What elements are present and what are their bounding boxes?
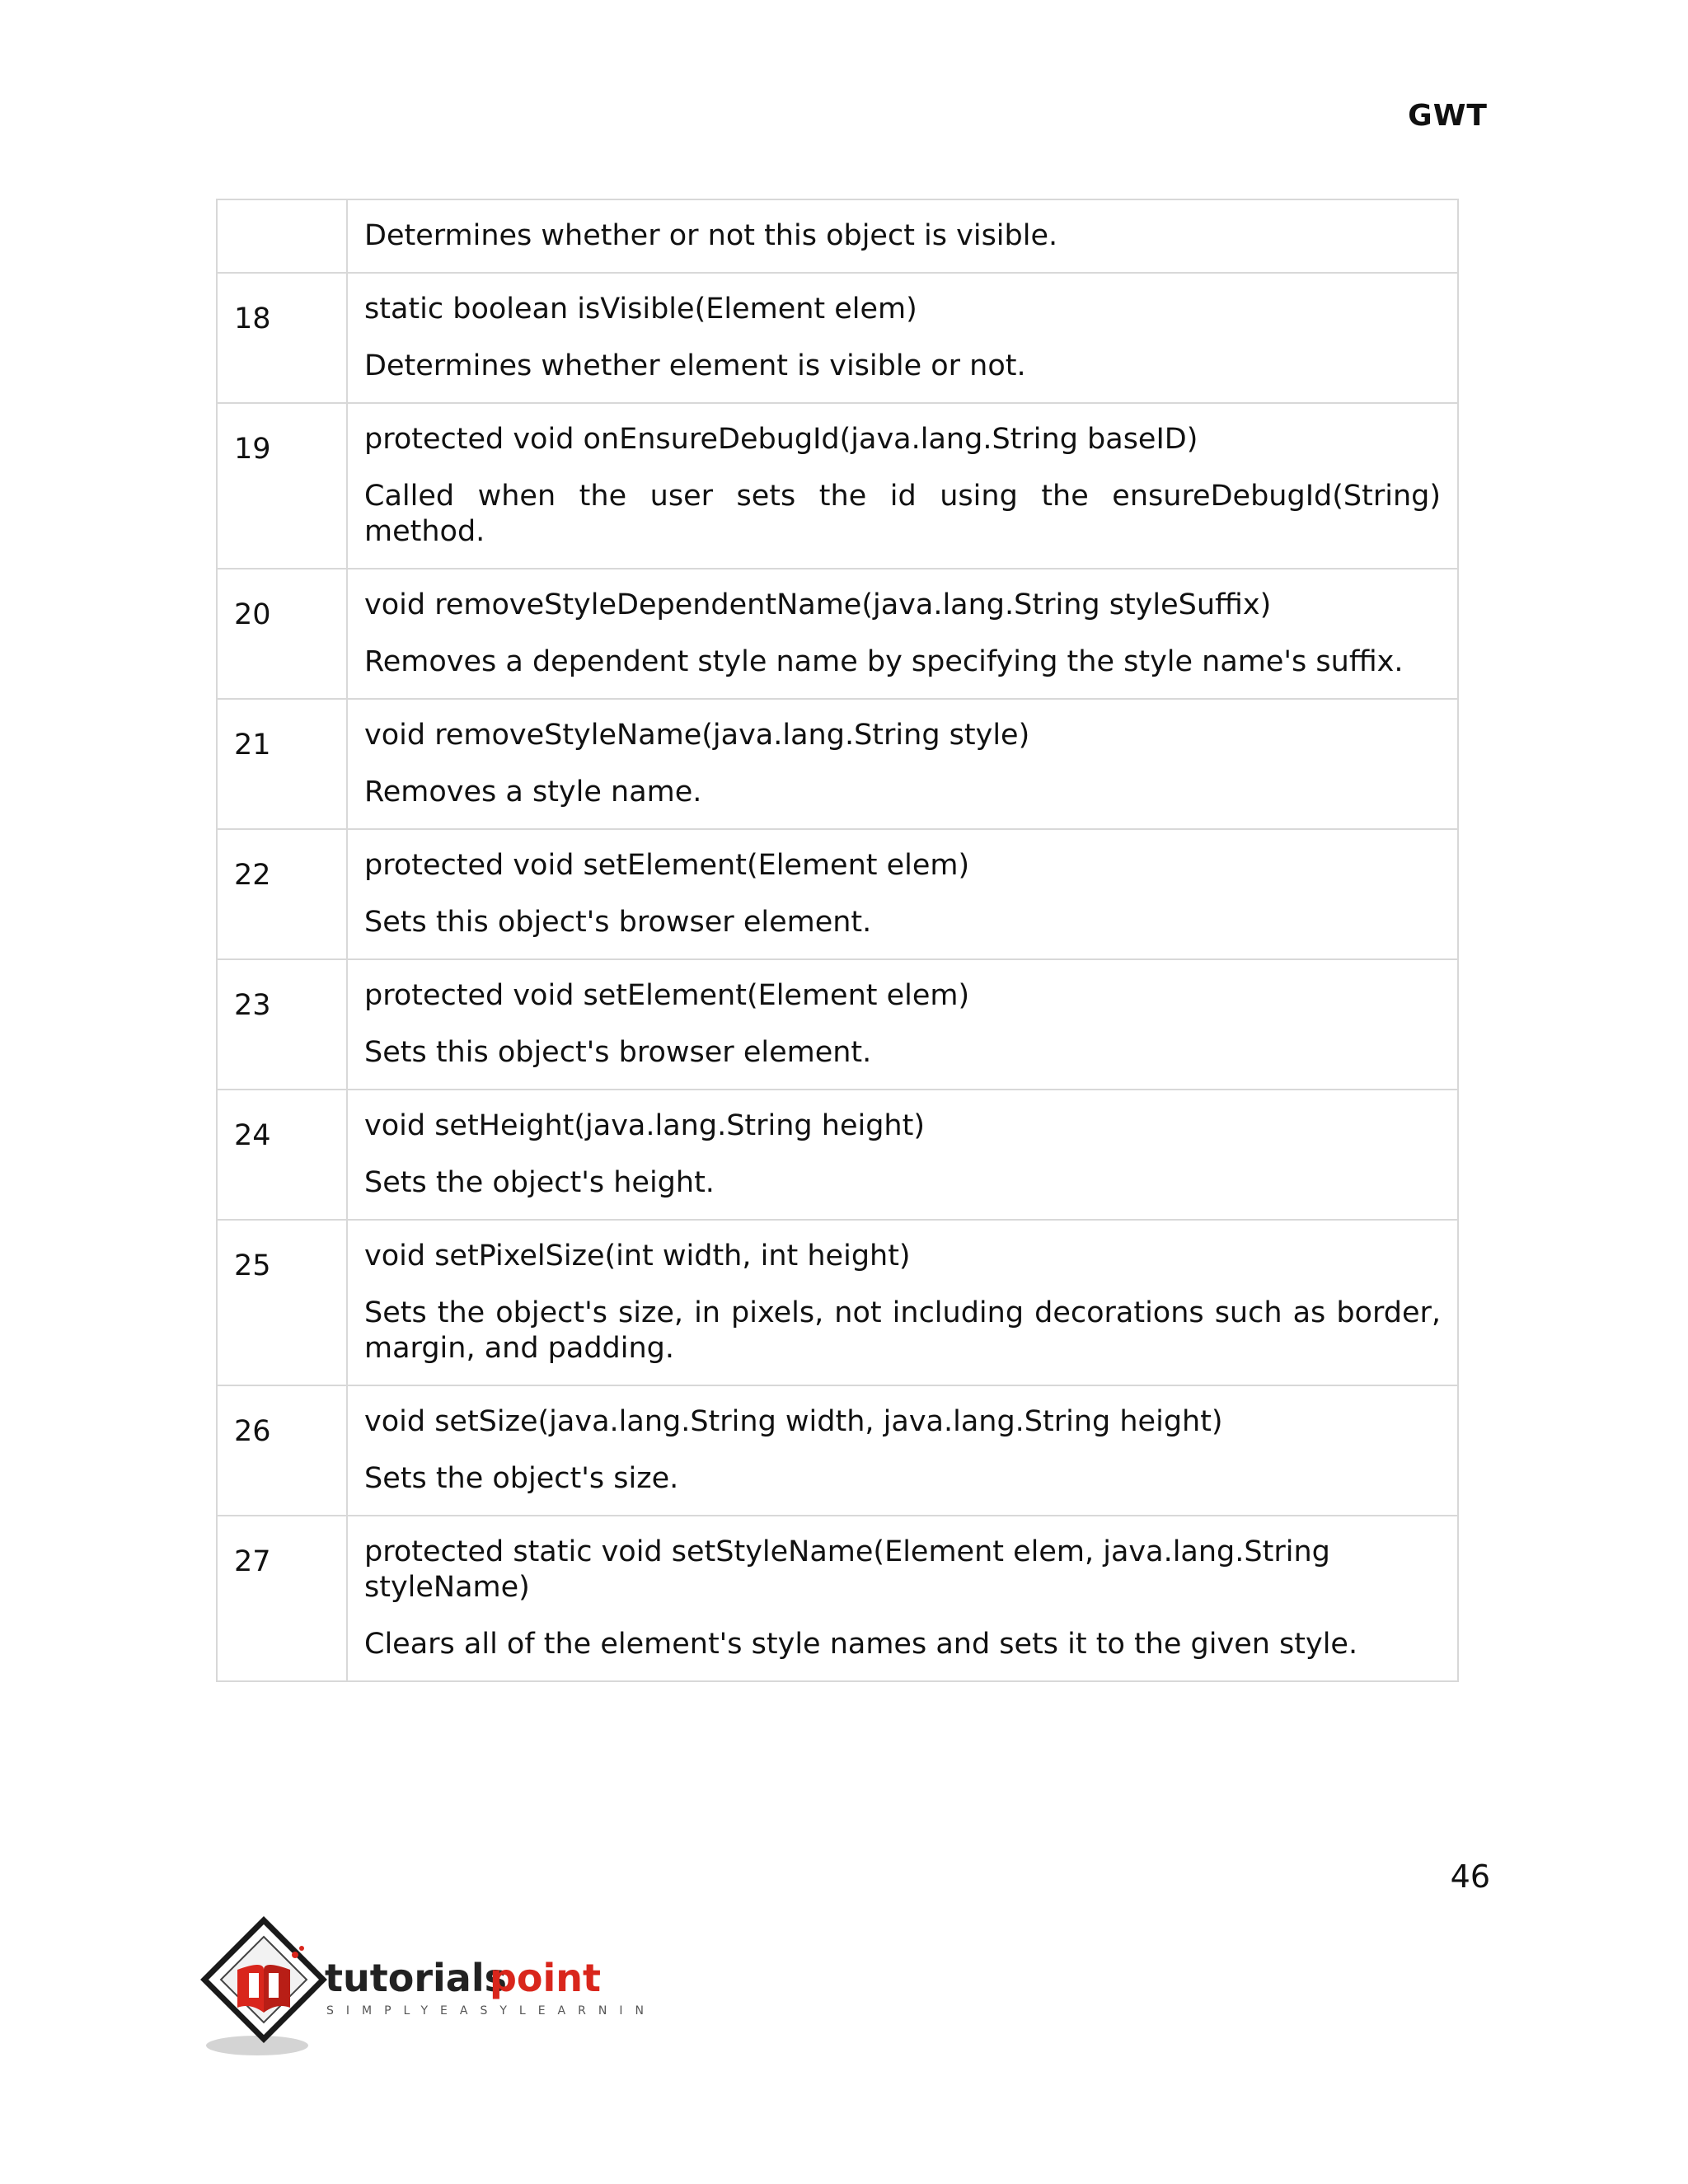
method-cell — [347, 959, 1458, 1090]
method-cell — [347, 1220, 1458, 1385]
logo-text-tutorials: tutorials — [325, 1956, 507, 2000]
table-row — [217, 959, 1458, 1090]
method-cell — [347, 273, 1458, 403]
table-row — [217, 403, 1458, 569]
method-description: Sets this object's browser element. — [364, 906, 872, 939]
row-number: 26 — [217, 1385, 347, 1516]
method-signature: protected void setElement(Element elem) — [364, 979, 970, 1012]
method-description: Sets the object's height. — [364, 1166, 715, 1199]
table-row — [217, 1516, 1458, 1681]
methods-table — [216, 199, 1459, 1682]
method-description: Sets the object's size. — [364, 1462, 679, 1495]
method-signature: void removeStyleDependentName(java.lang.String styleSuffix) — [364, 588, 1272, 621]
method-description: Removes a style name. — [364, 776, 702, 808]
logo-text-point: point — [490, 1956, 602, 2000]
logo-tagline: SIMPLYEASYLEARNING — [326, 2004, 653, 2018]
method-signature: static boolean isVisible(Element elem) — [364, 293, 917, 326]
table-row — [217, 273, 1458, 403]
table-row — [217, 199, 1458, 273]
method-cell — [347, 403, 1458, 569]
table-row — [217, 1090, 1458, 1220]
method-cell — [347, 1090, 1458, 1220]
method-description: Sets the object's size, in pixels, not including decorations such as border, margin, and padding. — [364, 1296, 1441, 1365]
row-number: 24 — [217, 1090, 347, 1220]
method-description: Determines whether or not this object is visible. — [364, 219, 1058, 252]
table-row — [217, 1220, 1458, 1385]
method-signature: void setHeight(java.lang.String height) — [364, 1109, 925, 1142]
methods-table-body — [217, 199, 1458, 1681]
table-row — [217, 1385, 1458, 1516]
method-cell — [347, 1385, 1458, 1516]
row-number — [217, 199, 347, 273]
method-description: Called when the user sets the id using the ensureDebugId(String) method. — [364, 480, 1441, 548]
method-signature: protected void onEnsureDebugId(java.lang.String baseID) — [364, 423, 1198, 456]
method-cell — [347, 569, 1458, 699]
page-header-title: GWT — [1408, 99, 1488, 133]
method-description: Removes a dependent style name by specifying the style name's suffix. — [364, 645, 1404, 678]
method-cell — [347, 699, 1458, 829]
table-row — [217, 569, 1458, 699]
row-number: 23 — [217, 959, 347, 1090]
method-signature: void setSize(java.lang.String width, java.lang.String height) — [364, 1405, 1223, 1438]
method-signature: protected static void setStyleName(Element elem, java.lang.String styleName) — [364, 1535, 1330, 1604]
tutorialspoint-logo — [191, 1912, 653, 2069]
row-number: 18 — [217, 273, 347, 403]
method-cell — [347, 829, 1458, 959]
row-number: 25 — [217, 1220, 347, 1385]
method-signature: void setPixelSize(int width, int height) — [364, 1240, 911, 1272]
logo-graphic — [191, 1912, 653, 2069]
row-number: 19 — [217, 403, 347, 569]
row-number: 20 — [217, 569, 347, 699]
method-signature: protected void setElement(Element elem) — [364, 849, 970, 882]
method-description: Clears all of the element's style names and sets it to the given style. — [364, 1628, 1358, 1661]
table-row — [217, 699, 1458, 829]
table-row — [217, 829, 1458, 959]
method-cell — [347, 199, 1458, 273]
method-signature: void removeStyleName(java.lang.String style) — [364, 719, 1030, 752]
method-description: Sets this object's browser element. — [364, 1036, 872, 1069]
method-description: Determines whether element is visible or not. — [364, 349, 1026, 382]
method-cell — [347, 1516, 1458, 1681]
row-number: 21 — [217, 699, 347, 829]
row-number: 27 — [217, 1516, 347, 1681]
row-number: 22 — [217, 829, 347, 959]
page-number: 46 — [1450, 1858, 1490, 1895]
